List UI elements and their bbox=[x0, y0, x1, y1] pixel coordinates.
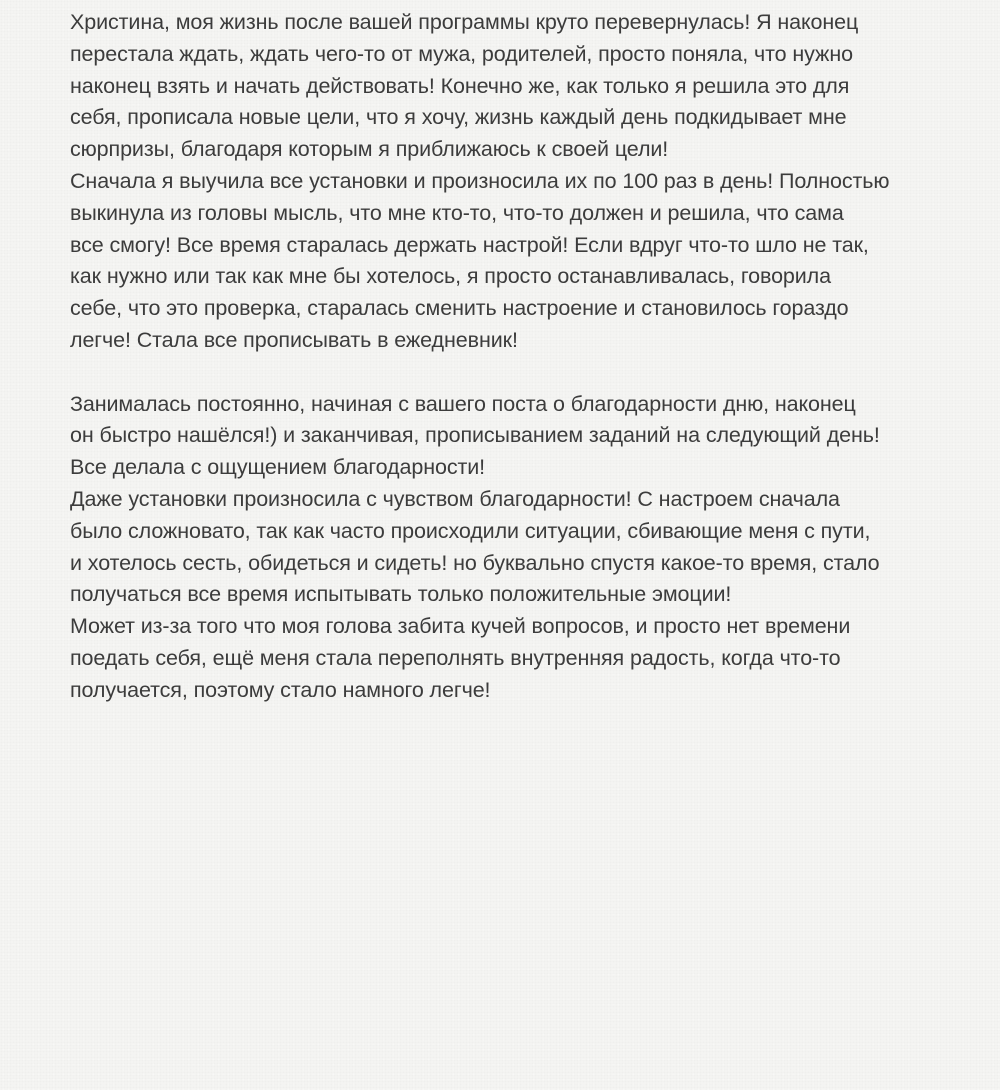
note-line: Христина, моя жизнь после вашей программы круто перевернулась! Я наконец bbox=[70, 10, 859, 34]
note-line: получаться все время испытывать только положительные эмоции! bbox=[70, 582, 732, 607]
note-line: себя, прописала новые цели, что я хочу, жизнь каждый день подкидывает мне bbox=[70, 105, 847, 130]
note-line: перестала ждать, ждать чего-то от мужа, родителей, просто поняла, что нужно bbox=[70, 41, 853, 66]
note-line: сюрпризы, благодаря которым я приближаюсь к своей цели! bbox=[70, 137, 669, 162]
note-line: Сначала я выучила все установки и произносила их по 100 раз в день! Полностью bbox=[70, 168, 890, 193]
note-line: Занималась постоянно, начиная с вашего поста о благодарности дню, наконец bbox=[70, 391, 856, 416]
note-line: как нужно или так как мне бы хотелось, я просто останавливалась, говорила bbox=[70, 264, 831, 289]
note-line: Все делала с ощущением благодарности! bbox=[70, 455, 486, 480]
note-line: наконец взять и начать действовать! Конечно же, как только я решила это для bbox=[70, 73, 850, 98]
note-line: получается, поэтому стало намного легче! bbox=[70, 677, 491, 702]
note-body bbox=[70, 7, 950, 707]
note-line: все смогу! Все время старалась держать настрой! Если вдруг что-то шло не так, bbox=[70, 232, 869, 257]
note-line: выкинула из головы мысль, что мне кто-то, что-то должен и решила, что сама bbox=[70, 200, 844, 225]
note-line: поедать себя, ещё меня стала переполнять внутренняя радость, когда что-то bbox=[70, 645, 841, 670]
note-line: он быстро нашёлся!) и заканчивая, прописыванием заданий на следующий день! bbox=[70, 423, 880, 448]
note-line: себе, что это проверка, старалась сменить настроение и становилось гораздо bbox=[70, 296, 849, 321]
note-line: и хотелось сесть, обидеться и сидеть! но буквально спустя какое-то время, стало bbox=[70, 550, 880, 575]
note-line: легче! Стала все прописывать в ежедневник! bbox=[70, 327, 518, 352]
paragraph-gap bbox=[70, 357, 950, 389]
note-line: Может из-за того что моя голова забита кучей вопросов, и просто нет времени bbox=[70, 614, 851, 639]
note-line: Даже установки произносила с чувством благодарности! С настроем сначала bbox=[70, 486, 840, 511]
note-line: было сложновато, так как часто происходили ситуации, сбивающие меня с пути, bbox=[70, 518, 871, 543]
